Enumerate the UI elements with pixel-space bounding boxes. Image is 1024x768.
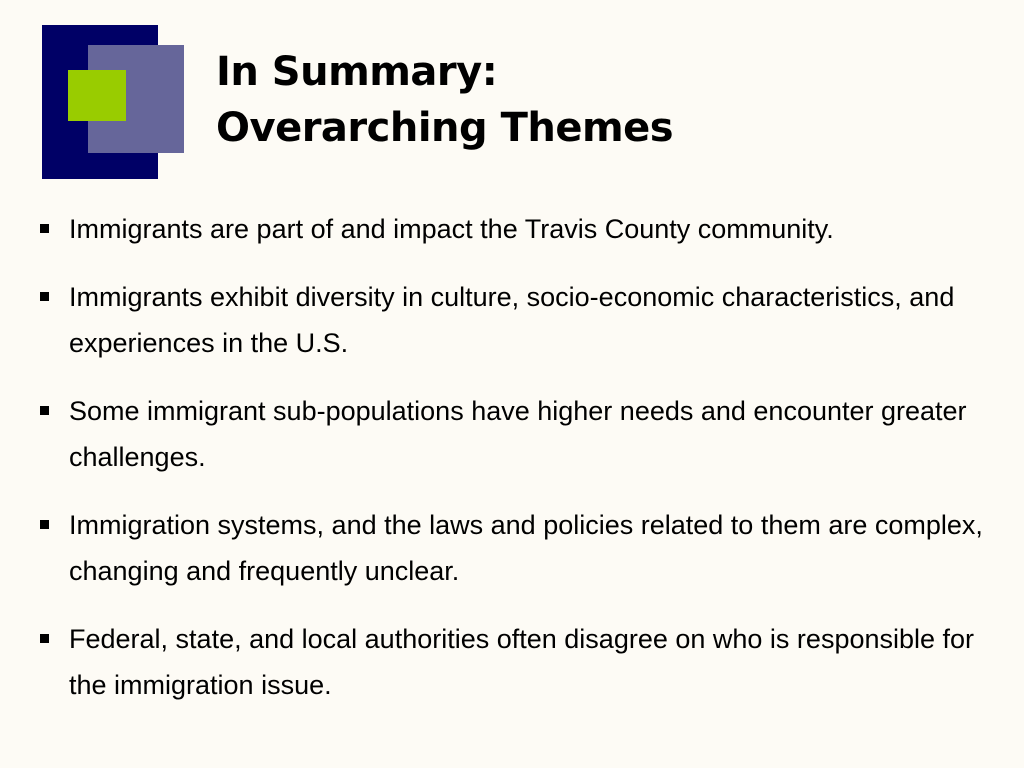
bullet-text: Immigrants exhibit diversity in culture, socio-economic characteristics, and experiences in the U.S. [69,282,955,358]
slide-title-line-2: Overarching Themes [216,105,674,151]
square-bullet-icon [40,634,49,643]
bullet-item [38,616,988,708]
bullet-item [38,206,988,252]
bullet-item [38,388,988,480]
square-bullet-icon [40,292,49,301]
square-bullet-icon [40,406,49,415]
slide-title [216,44,673,156]
bullet-text: Immigration systems, and the laws and policies related to them are complex, changing and frequently unclear. [69,510,983,586]
bullet-text: Federal, state, and local authorities often disagree on who is responsible for the immigration issue. [69,624,975,700]
bullet-list [38,206,988,730]
logo-lime-square [68,70,126,121]
bullet-text: Immigrants are part of and impact the Travis County community. [69,214,834,244]
square-bullet-icon [40,520,49,529]
bullet-text: Some immigrant sub-populations have higher needs and encounter greater challenges. [69,396,967,472]
decorative-logo-squares [0,0,200,190]
slide-title-line-1: In Summary: [216,49,498,95]
bullet-item [38,274,988,366]
bullet-item [38,502,988,594]
square-bullet-icon [40,224,49,233]
